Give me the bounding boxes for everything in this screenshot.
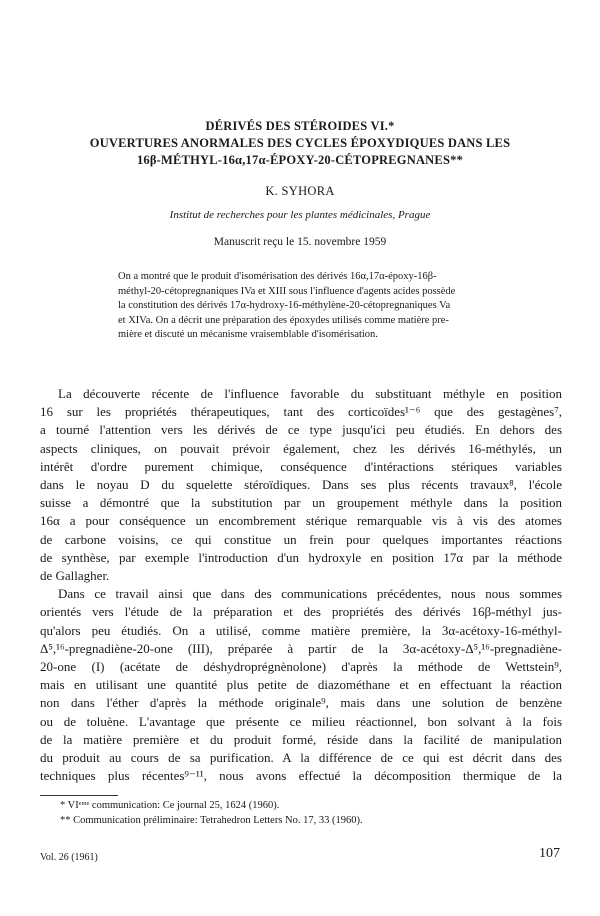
page-number: 107 [539, 846, 560, 861]
footnote: ** Communication préliminaire: Tetrahedron Letters No. 17, 33 (1960). [60, 815, 363, 826]
body-line: techniques plus récentes⁹⁻¹¹, nous avons effectué la décomposition thermique de la [40, 768, 562, 784]
body-line: qu'alors peu étudiés. On a utilisé, comme matière première, la 3α-acétoxy-16-méthyl- [40, 622, 562, 638]
title-line: OUVERTURES ANORMALES DES CYCLES ÉPOXYDIQUES DANS LES [89, 136, 511, 150]
body-line: de la matière première et du produit formé, réside dans la facilité de manipulation [40, 731, 562, 747]
body-line: non dans l'éther d'après la méthode originale⁹, mais dans une solution de benzène [40, 695, 562, 711]
author-affiliation: Institut de recherches pour les plantes médicinales, Prague [169, 209, 431, 221]
body-line: 16 sur les propriétés thérapeutiques, tant des corticoïdes¹⁻⁶ que des gestagènes⁷, [40, 404, 562, 420]
body-line: a tourné l'attention vers les dérivés de ce type jusqu'ici peu étudiés. En dehors des [40, 422, 562, 438]
volume-info: Vol. 26 (1961) [40, 852, 98, 863]
body-line: La découverte récente de l'influence favorable du substituant méthyle en position [58, 386, 562, 401]
body-line: 16α a pour conséquence un encombrement stérique remarquable vis à vis des atomes [40, 513, 562, 529]
body-line: ou de toluène. L'avantage que présente ce milieu réactionnel, bon solvant à la fois [40, 713, 562, 729]
body-line: aspects cliniques, on pouvait prévoir également, chez les dérivés 16-méthylés, un [40, 440, 562, 456]
body-line: de Gallagher. [40, 568, 110, 584]
body-text [40, 385, 562, 785]
abstract-line: méthyl-20-cétopregnaniques IVa et XIII sous l'influence d'agents acides possède [118, 285, 456, 297]
body-line: Dans ce travail ainsi que dans des communications précédentes, nous nous sommes [58, 586, 562, 602]
footnotes [60, 798, 540, 828]
author-name: K. SYHORA [265, 184, 335, 198]
abstract-line: On a montré que le produit d'isomérisation des dérivés 16α,17α-époxy-16β- [118, 271, 437, 282]
title-line: 16β-MÉTHYL-16α,17α-ÉPOXY-20-CÉTOPREGNANES** [136, 153, 464, 167]
abstract-line: et XIVa. On a décrit une préparation des époxydes utilisés comme matière pre- [118, 314, 449, 326]
article-title [40, 118, 560, 169]
abstract-line: mière et discuté un mécanisme vraisemblable d'isomérisation. [118, 329, 378, 341]
footnote-divider [40, 795, 118, 796]
abstract-line: la constitution des dérivés 17α-hydroxy-16-méthylène-20-cétopregnaniques Va [118, 300, 451, 312]
body-line: mais en utilisant une quantité plus petite de diazométhane et en effectuant la réaction [40, 677, 562, 693]
received-date: Manuscrit reçu le 15. novembre 1959 [213, 236, 387, 248]
footnote: * VIᵉᵐᵉ communication: Ce journal 25, 1624 (1960). [60, 800, 280, 811]
abstract [118, 270, 510, 343]
body-line: intérêt d'ordre purement chimique, conséquence d'intéractions stériques variables [40, 458, 562, 474]
body-line: Δ⁵,¹⁶-pregnadiène-20-one (III), préparée à partir de la 3α-acétoxy-Δ⁵,¹⁶-pregnadiène- [40, 640, 562, 656]
body-line: du produit au cours de sa purification. A la différence de ce qui est décrit dans des [40, 750, 562, 766]
body-line: 20-one (I) (acétate de déshydroprégnènolone) d'après la méthode de Wettstein⁹, [40, 659, 562, 675]
body-line: suisse a démontré que la substitution par un groupement méthyle dans la position [40, 495, 562, 511]
title-line: DÉRIVÉS DES STÉROIDES VI.* [205, 119, 395, 133]
body-line: de synthèse, par exemple l'introduction d'un hydroxyle en position 17α par la méthode [40, 549, 562, 565]
body-line: de carbone voisins, ce qui constitue un frein pour quelques importantes réactions [40, 531, 562, 547]
body-line: orientés vers l'étude de la préparation et des propriétés des dérivés 16β-méthyl jus- [40, 604, 562, 620]
body-line: dans le noyau D du squelette stéroïdiques. Dans ses plus récents travaux⁸, l'école [40, 477, 562, 493]
